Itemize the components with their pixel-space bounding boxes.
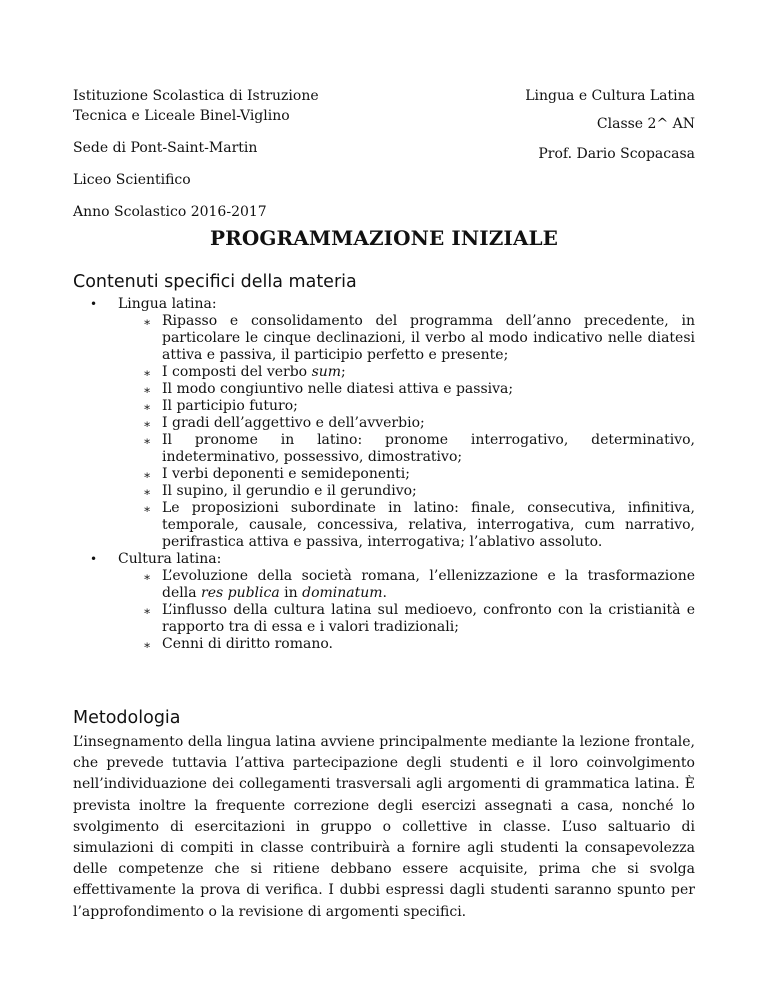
institution-line-2: Tecnica e Liceale Binel-Viglino [73, 108, 290, 124]
asterisk-icon: ∗ [143, 383, 152, 397]
section-heading-methodology: Metodologia [73, 708, 181, 728]
asterisk-icon: ∗ [143, 502, 152, 516]
list-item: ∗ Il pronome in latino: pronome interrogativo, determinativo, indeterminativo, possessivo, dimostrativo; [143, 432, 695, 465]
section-heading-contents: Contenuti specifici della materia [73, 272, 357, 292]
list-item-label: Lingua latina: [118, 296, 217, 312]
list-item: ∗ Cenni di diritto romano. [143, 636, 333, 652]
list-item-label: Cultura latina: [118, 551, 222, 567]
asterisk-icon: ∗ [143, 400, 152, 414]
list-item-cultura [73, 551, 695, 568]
list-item: ∗ L’influsso della cultura latina sul medioevo, confronto con la cristianità e rapporto tra di essa e i valori tradizionali; [143, 602, 695, 635]
class-line: Classe 2^ AN [596, 116, 695, 132]
header-right [415, 86, 695, 164]
campus-line: Sede di Pont-Saint-Martin [73, 140, 258, 156]
asterisk-icon: ∗ [143, 485, 152, 499]
list-item: ∗ I composti del verbo sum; [143, 364, 346, 380]
asterisk-icon: ∗ [143, 570, 152, 584]
methodology-paragraph: L’insegnamento della lingua latina avviene principalmente mediante la lezione frontale, che prevede tuttavia l’attiva partecipazione degli studenti e il loro coinvolgimento nell’individuazione dei collegamenti trasversali agli argomenti di grammatica latina. È prevista inoltre la frequente correzione degli esercizi assegnati a casa, nonché lo svolgimento di esercitazioni in gruppo o collettive in classe. L’uso saltuario di simulazioni di compiti in classe contribuirà a fornire agli studenti la consapevolezza delle competenze che si ritiene debbano essere acquisite, prima che si svolga effettivamente la prova di verifica. I dubbi espressi dagli studenti saranno spunto per l’approfondimento o la revisione di argomenti specifici. [73, 734, 695, 920]
asterisk-icon: ∗ [143, 315, 152, 329]
asterisk-icon: ∗ [143, 366, 152, 380]
header-left [73, 86, 373, 222]
school-type-line: Liceo Scientifico [73, 172, 191, 188]
asterisk-icon: ∗ [143, 434, 152, 448]
list-item: ∗ Il participio futuro; [143, 398, 298, 414]
school-year-line: Anno Scolastico 2016-2017 [73, 204, 267, 220]
asterisk-icon: ∗ [143, 417, 152, 431]
asterisk-icon: ∗ [143, 638, 152, 652]
institution-line-1: Istituzione Scolastica di Istruzione [73, 88, 319, 104]
list-item: ∗ I verbi deponenti e semideponenti; [143, 466, 411, 482]
bullet-icon: • [90, 297, 98, 311]
list-item: ∗ Le proposizioni subordinate in latino: finale, consecutiva, infinitiva, temporale, causale, concessiva, relativa, interrogativa, cum narrativo, perifrastica attiva e passiva, interrogativa; l’ablativo assoluto. [143, 500, 695, 550]
list-item: ∗ Il modo congiuntivo nelle diatesi attiva e passiva; [143, 381, 514, 397]
list-item: ∗ I gradi dell’aggettivo e dell’avverbio; [143, 415, 425, 431]
page-title: PROGRAMMAZIONE INIZIALE [209, 226, 559, 250]
bullet-icon: • [90, 552, 98, 566]
asterisk-icon: ∗ [143, 468, 152, 482]
list-item-lingua [73, 296, 695, 313]
contents-list [73, 296, 695, 653]
list-item: ∗ Il supino, il gerundio e il gerundivo; [143, 483, 417, 499]
teacher-line: Prof. Dario Scopacasa [538, 146, 695, 162]
list-item: ∗ L’evoluzione della società romana, l’ellenizzazione e la trasformazione della res publica in dominatum. [143, 568, 695, 601]
asterisk-icon: ∗ [143, 604, 152, 618]
subject-line: Lingua e Cultura Latina [525, 88, 695, 104]
list-item: ∗ Ripasso e consolidamento del programma dell’anno precedente, in particolare le cinque declinazioni, il verbo al modo indicativo nelle diatesi attiva e passiva, il participio perfetto e presente; [143, 313, 695, 363]
